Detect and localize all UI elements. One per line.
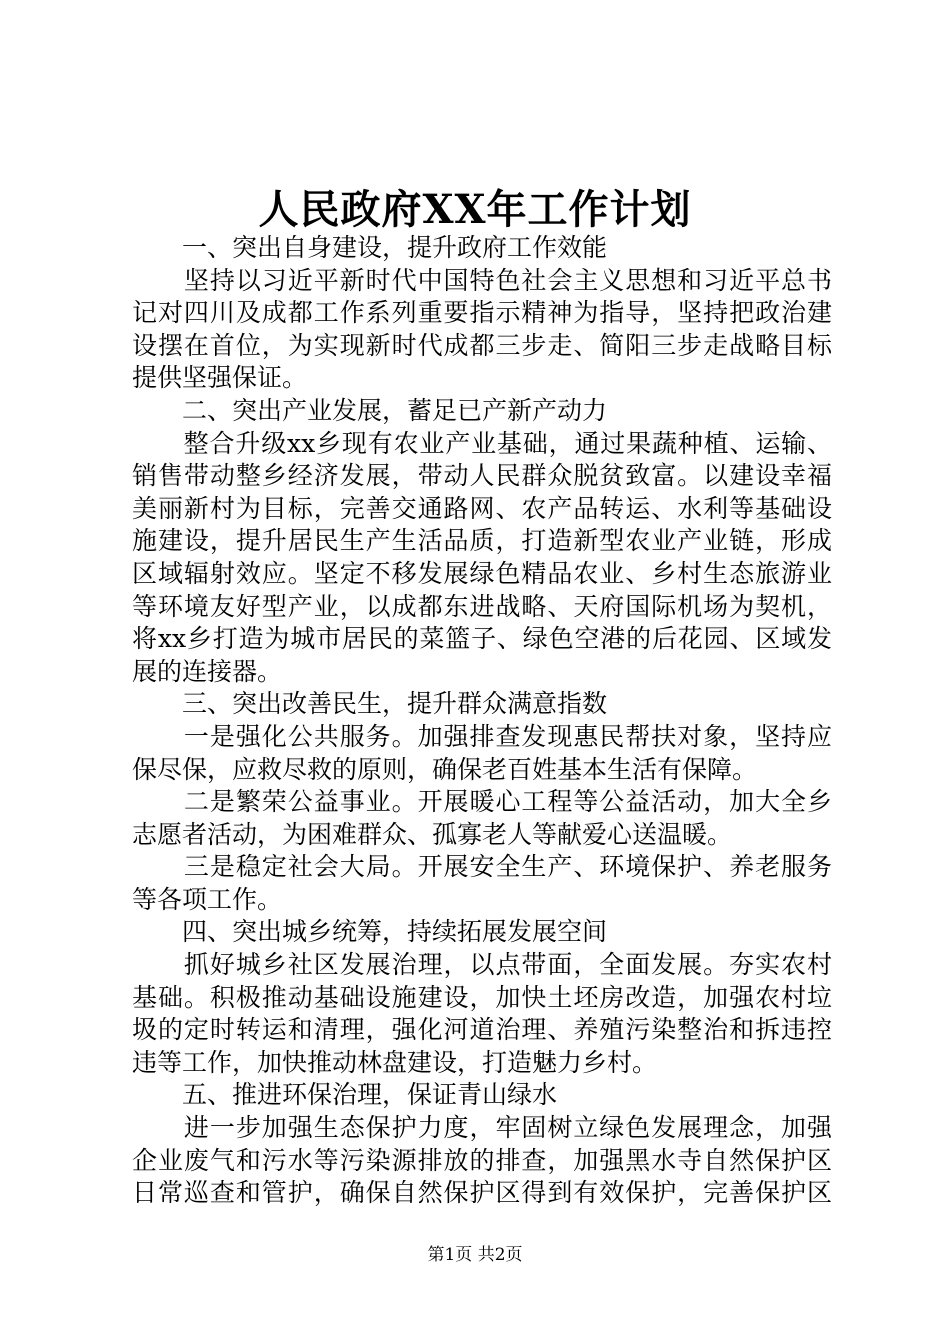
paragraph-line: 美丽新村为目标，完善交通路网、农产品转运、水利等基础设 [132,493,832,523]
paragraph-line: 区域辐射效应。坚定不移发展绿色精品农业、乡村生态旅游业 [132,558,832,588]
section-heading-line: 二、突出产业发展，蓄足已产新产动力 [132,395,608,425]
paragraph-line: 记对四川及成都工作系列重要指示精神为指导，坚持把政治建 [132,298,832,328]
section-heading-line: 四、突出城乡统筹，持续拓展发展空间 [132,917,608,947]
page-footer: 第1页 共2页 [427,1245,523,1265]
paragraph-line: 基础。积极推动基础设施建设，加快土坯房改造，加强农村垃 [132,982,832,1012]
paragraph-line: 二是繁荣公益事业。开展暖心工程等公益活动，加大全乡 [132,787,832,817]
paragraph-line: 企业废气和污水等污染源排放的排查，加强黑水寺自然保护区 [132,1145,832,1175]
paragraph-line: 等环境友好型产业，以成都东进战略、天府国际机场为契机， [132,591,832,621]
section-heading-line: 三、突出改善民生，提升群众满意指数 [132,689,608,719]
paragraph-line: 将xx乡打造为城市居民的菜篮子、绿色空港的后花园、区域发 [132,624,832,654]
paragraph-line: 设摆在首位，为实现新时代成都三步走、简阳三步走战略目标 [132,330,832,360]
paragraph-line: 提供坚强保证。 [132,363,308,393]
paragraph-line: 圾的定时转运和清理，强化河道治理、养殖污染整治和拆违控 [132,1015,832,1045]
paragraph-line: 进一步加强生态保护力度，牢固树立绿色发展理念，加强 [132,1113,832,1143]
paragraph-line: 抓好城乡社区发展治理，以点带面，全面发展。夯实农村 [132,950,832,980]
section-heading-line: 一、突出自身建设，提升政府工作效能 [132,233,608,262]
paragraph-line: 志愿者活动，为困难群众、孤寡老人等献爱心送温暖。 [132,819,733,849]
paragraph-line: 违等工作，加快推动林盘建设，打造魅力乡村。 [132,1047,658,1077]
document-title: 人民政府XX年工作计划 [258,186,692,233]
paragraph-line: 保尽保，应救尽救的原则，确保老百姓基本生活有保障。 [132,754,758,784]
paragraph-line: 一是强化公共服务。加强排查发现惠民帮扶对象，坚持应 [132,721,832,751]
paragraph-line: 三是稳定社会大局。开展安全生产、环境保护、养老服务 [132,852,832,882]
paragraph-line: 施建设，提升居民生产生活品质，打造新型农业产业链，形成 [132,526,832,556]
paragraph-line: 坚持以习近平新时代中国特色社会主义思想和习近平总书 [132,265,832,295]
paragraph-line: 展的连接器。 [132,656,283,686]
paragraph-line: 销售带动整乡经济发展，带动人民群众脱贫致富。以建设幸福 [132,461,832,491]
section-heading-line: 五、推进环保治理，保证青山绿水 [132,1080,558,1110]
paragraph-line: 整合升级xx乡现有农业产业基础，通过果蔬种植、运输、 [132,428,832,458]
paragraph-line: 日常巡查和管护，确保自然保护区得到有效保护，完善保护区 [132,1178,832,1208]
document-body [132,232,832,1210]
paragraph-line: 等各项工作。 [132,884,283,914]
